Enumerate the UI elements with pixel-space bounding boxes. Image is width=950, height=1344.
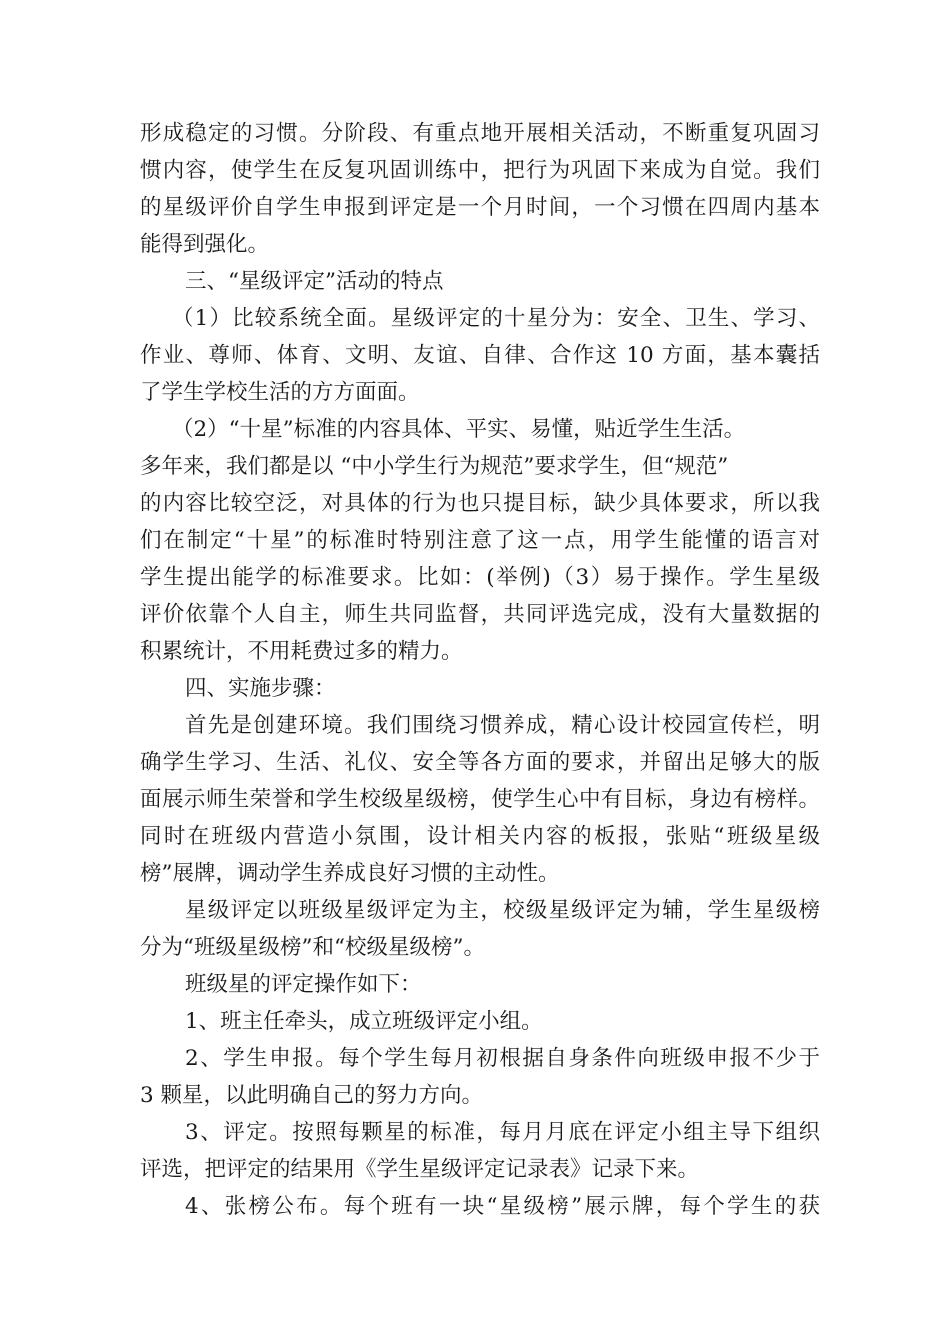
- section-heading: 四、实施步骤：: [185, 676, 336, 701]
- paragraph-line: 评价依靠个人自主，师生共同监督，共同评选完成，没有大量数据的: [140, 602, 820, 627]
- paragraph-line: 同时在班级内营造小氛围，设计相关内容的板报，张贴“班级星级: [140, 824, 820, 849]
- paragraph-line: 确学生学习、生活、礼仪、安全等各方面的要求，并留出足够大的版: [140, 750, 820, 775]
- paragraph-line: 作业、尊师、体育、文明、友谊、自律、合作这 10 方面，基本囊括: [140, 343, 820, 368]
- paragraph-line: 多年来，我们都是以 “中小学生行为规范”要求学生，但“规范”: [140, 454, 729, 479]
- paragraph-line: 榜”展牌，调动学生养成良好习惯的主动性。: [140, 861, 560, 886]
- paragraph-line: 们在制定“十星”的标准时特别注意了这一点，用学生能懂的语言对: [140, 528, 820, 553]
- paragraph-line: 评选，把评定的结果用《学生星级评定记录表》记录下来。: [140, 1157, 700, 1182]
- list-item: 4、张榜公布。每个班有一块“星级榜”展示牌，每个学生的获: [185, 1194, 820, 1219]
- paragraph-line: 能得到强化。: [140, 232, 270, 257]
- paragraph-line: 的星级评价自学生申报到评定是一个月时间，一个习惯在四周内基本: [140, 195, 820, 220]
- paragraph-line: 积累统计，不用耗费过多的精力。: [140, 639, 463, 664]
- paragraph-line: 的内容比较空泛，对具体的行为也只提目标，缺少具体要求，所以我: [140, 491, 820, 516]
- paragraph-line: 星级评定以班级星级评定为主，校级星级评定为辅，学生星级榜: [185, 898, 820, 923]
- section-heading: 三、“星级评定”活动的特点: [185, 269, 444, 294]
- list-item: 2、学生申报。每个学生每月初根据自身条件向班级申报不少于: [185, 1046, 820, 1071]
- list-item: 1、班主任牵头，成立班级评定小组。: [185, 1009, 543, 1034]
- paragraph-line: （1）比较系统全面。星级评定的十星分为：安全、卫生、学习、: [172, 306, 820, 331]
- list-item: 3、评定。按照每颗星的标准，每月月底在评定小组主导下组织: [185, 1120, 820, 1145]
- paragraph-line: 形成稳定的习惯。分阶段、有重点地开展相关活动，不断重复巩固习: [140, 121, 820, 146]
- paragraph-line: 惯内容，使学生在反复巩固训练中，把行为巩固下来成为自觉。我们: [140, 158, 820, 183]
- paragraph-line: 分为“班级星级榜”和“校级星级榜”。: [140, 935, 485, 960]
- paragraph-line: 班级星的评定操作如下：: [185, 972, 422, 997]
- paragraph-line: 学生提出能学的标准要求。比如：(举例)（3）易于操作。学生星级: [140, 565, 820, 590]
- paragraph-line: 了学生学校生活的方方面面。: [140, 380, 420, 405]
- paragraph-line: 首先是创建环境。我们围绕习惯养成，精心设计校园宣传栏，明: [185, 713, 820, 738]
- paragraph-line: 3 颗星，以此明确自己的努力方向。: [140, 1083, 484, 1108]
- paragraph-line: （2）“十星”标准的内容具体、平实、易懂，贴近学生生活。: [172, 417, 746, 442]
- paragraph-line: 面展示师生荣誉和学生校级星级榜，使学生心中有目标，身边有榜样。: [140, 787, 820, 812]
